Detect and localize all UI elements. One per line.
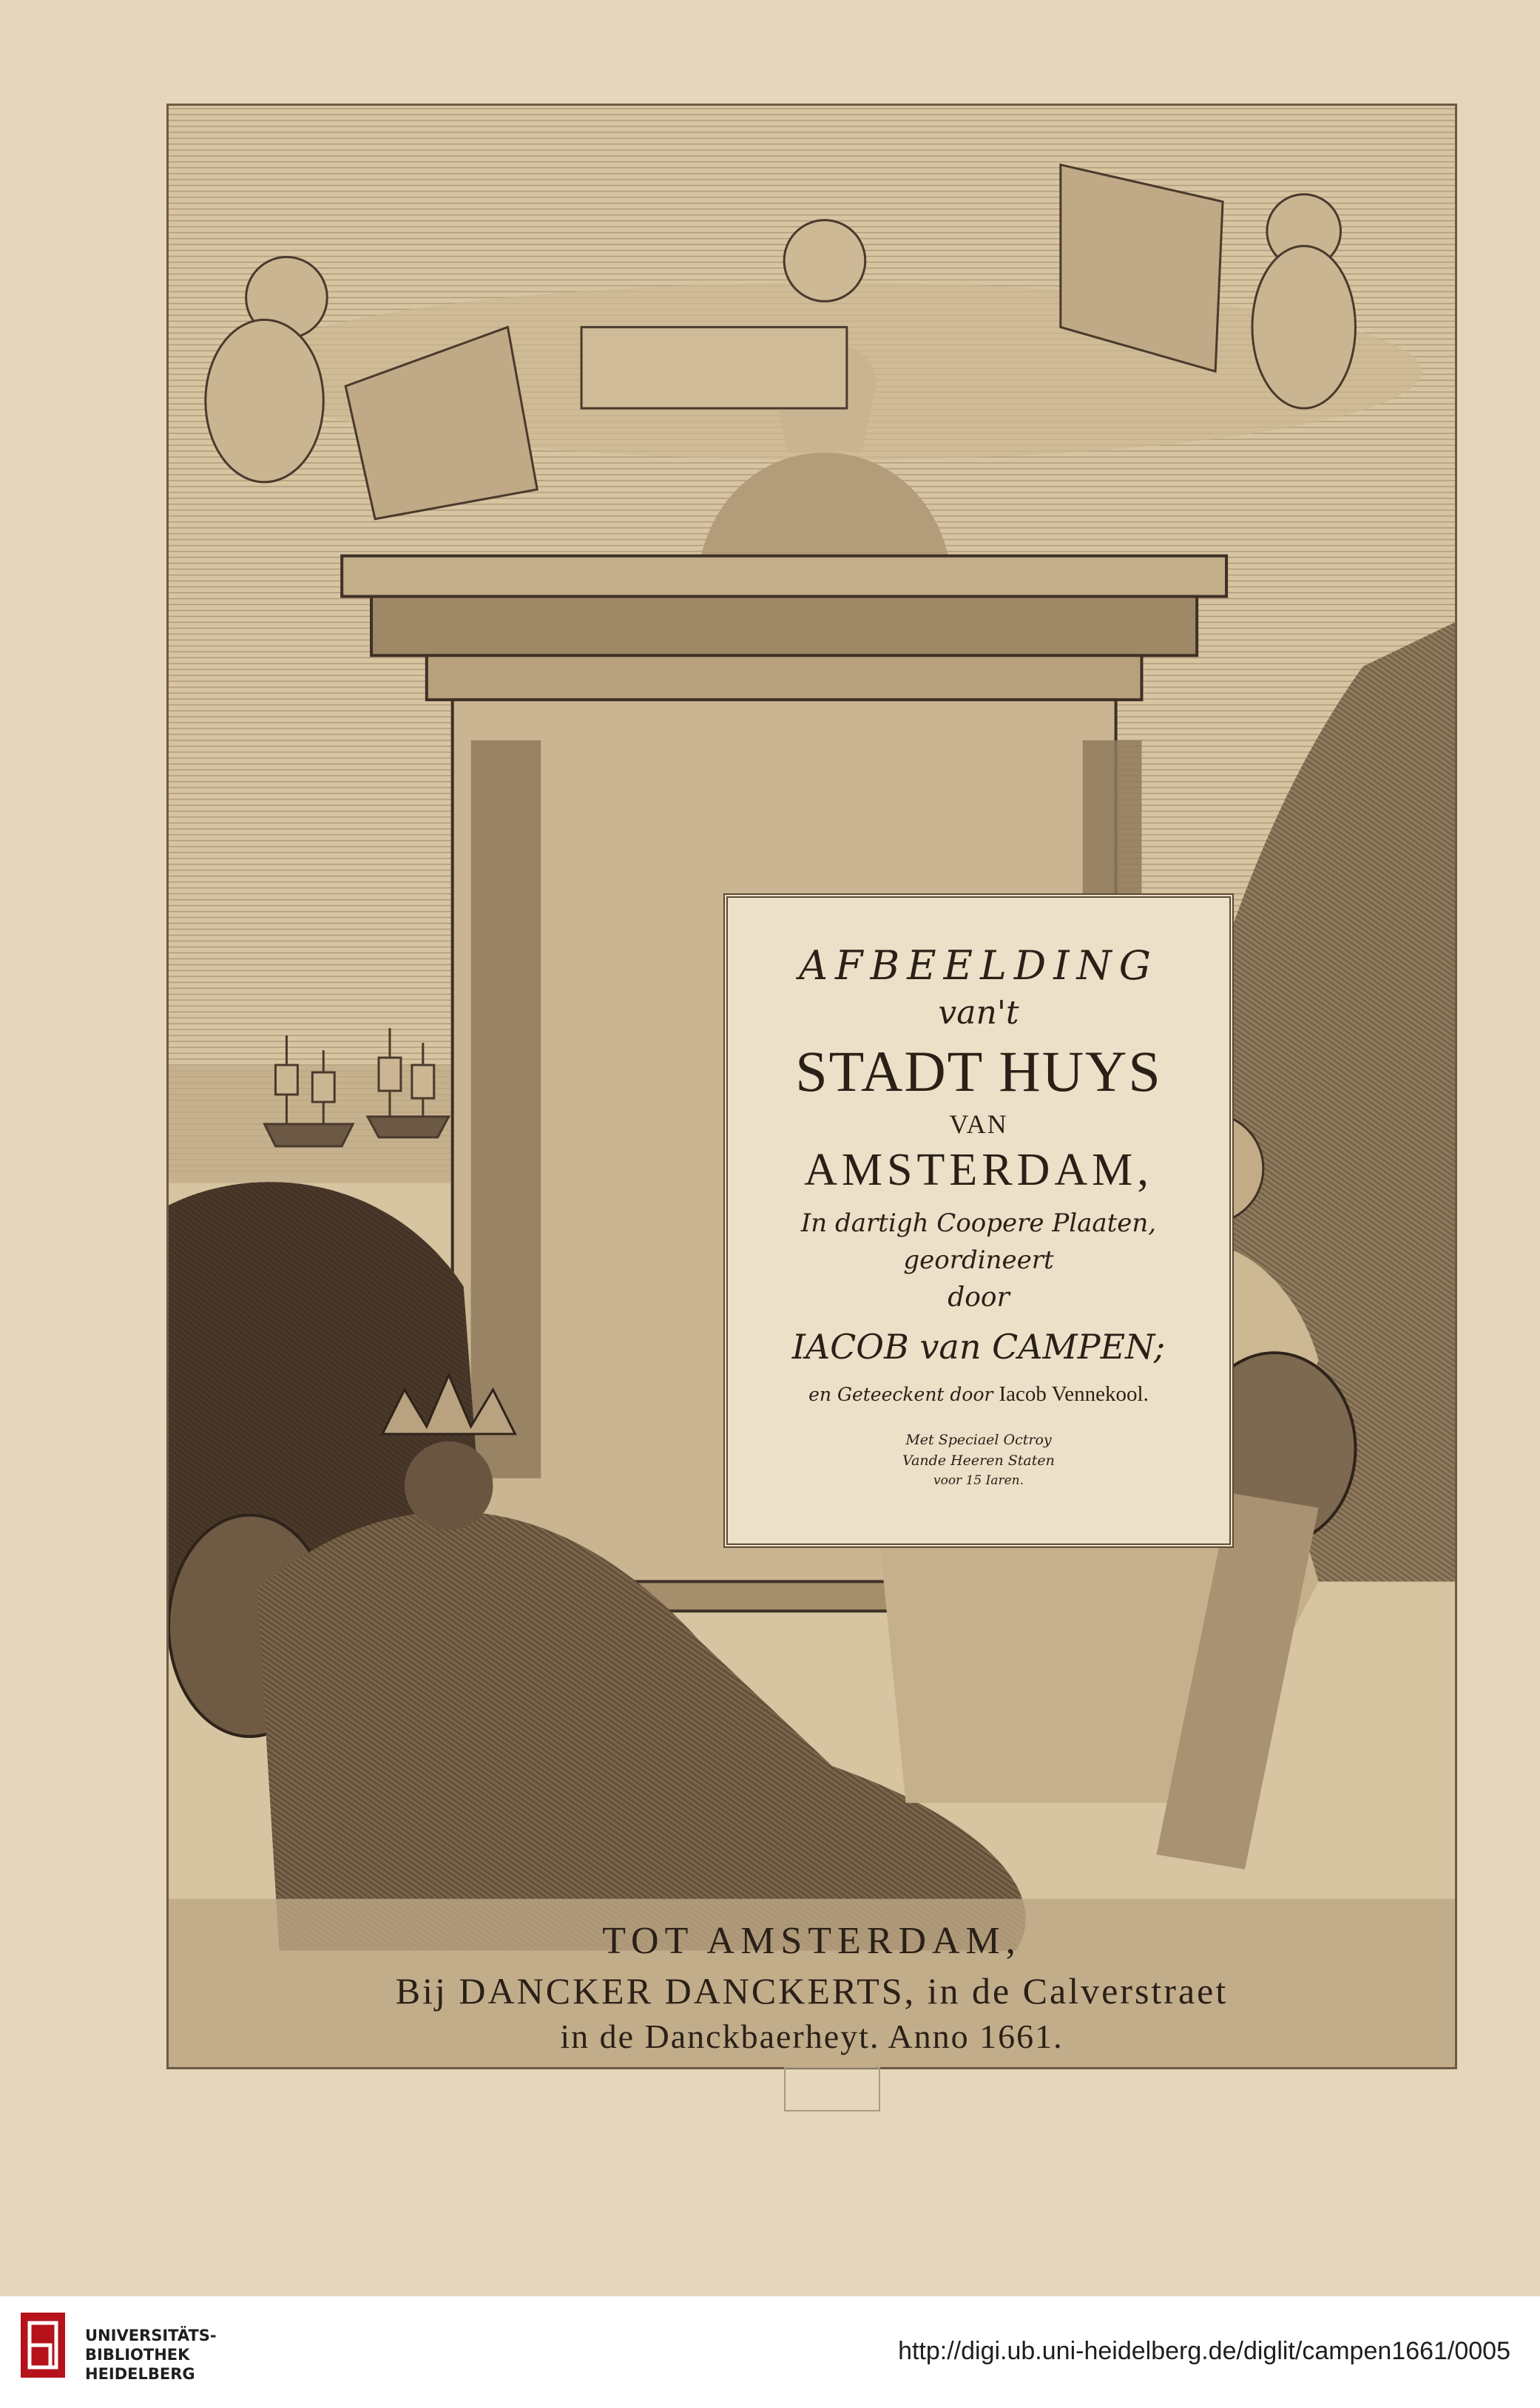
page-url-link[interactable]: http://digi.ub.uni-heidelberg.de/diglit/campen1661/0005 bbox=[898, 2337, 1510, 2365]
privilege-line-3: voor 15 Iaren. bbox=[933, 1473, 1024, 1488]
privilege-line-1: Met Speciael Octroy bbox=[905, 1432, 1052, 1448]
author-line: IACOB van CAMPEN; bbox=[791, 1327, 1166, 1367]
title-line-8: door bbox=[948, 1282, 1010, 1313]
engraved-plate bbox=[166, 104, 1457, 2069]
trophy-column-left bbox=[471, 740, 541, 1478]
university-library-logo-icon bbox=[21, 2313, 65, 2378]
title-line-3: STADT HUYS bbox=[795, 1039, 1162, 1103]
title-line-4: VAN bbox=[949, 1109, 1008, 1139]
imprint-line-1: TOT AMSTERDAM, bbox=[602, 1920, 1021, 1962]
title-line-2: van't bbox=[938, 994, 1019, 1032]
library-name-line-3: HEIDELBERG bbox=[85, 2365, 195, 2383]
title-line-1: AFBEELDING bbox=[799, 942, 1158, 989]
engraver-name: Iacob Vennekool. bbox=[999, 1382, 1149, 1406]
engraver-prefix: en Geteeckent door bbox=[808, 1384, 993, 1405]
title-line-5: AMSTERDAM, bbox=[804, 1145, 1153, 1195]
library-name-line-2: BIBLIOTHEK bbox=[85, 2346, 190, 2364]
building-model bbox=[581, 327, 847, 408]
footer-bar bbox=[0, 2296, 1540, 2408]
engraver-line bbox=[728, 1382, 1229, 1407]
library-name bbox=[85, 2326, 217, 2384]
title-line-7: geordineert bbox=[903, 1245, 1054, 1275]
privilege-line-2: Vande Heeren Staten bbox=[902, 1452, 1055, 1469]
library-stamp bbox=[784, 2067, 880, 2111]
imprint-line-2: Bij DANCKER DANCKERTS, in de Calverstraet bbox=[395, 1970, 1229, 2012]
library-name-line-1: UNIVERSITÄTS- bbox=[85, 2327, 217, 2344]
title-cartouche bbox=[723, 893, 1234, 1548]
imprint-line-3: in de Danckbaerheyt. Anno 1661. bbox=[560, 2018, 1064, 2055]
title-line-6: In dartigh Coopere Plaaten, bbox=[800, 1208, 1157, 1238]
